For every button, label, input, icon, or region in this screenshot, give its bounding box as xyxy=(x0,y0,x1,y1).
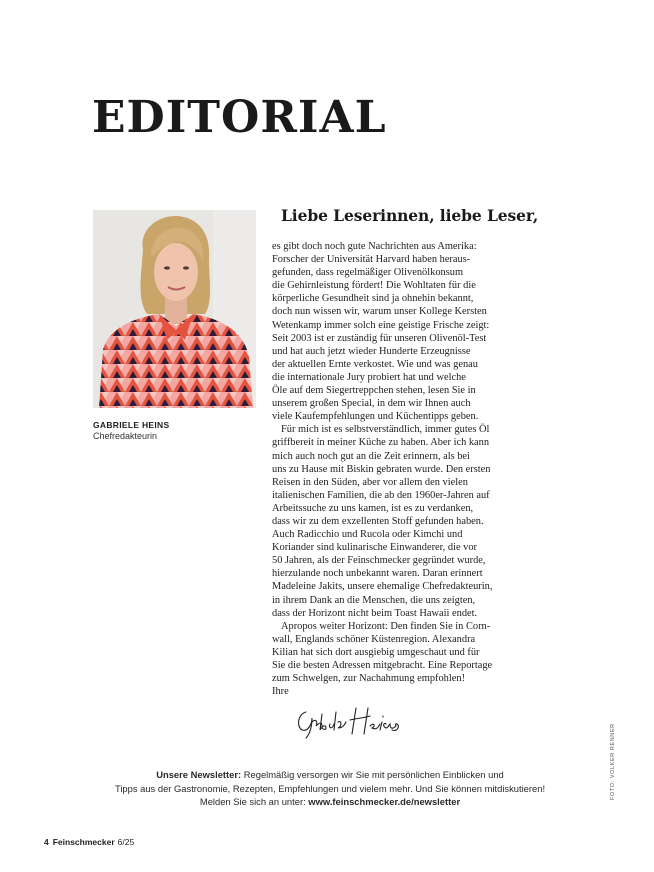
letter-line: in ihrem Dank an die Menschen, die uns zeigten, xyxy=(272,594,476,606)
letter-line: Apropos weiter Horizont: Den finden Sie in Corn- xyxy=(281,620,491,632)
letter-line: unserem großen Special, in dem wir Ihnen auch xyxy=(272,398,471,410)
letter-line: Madeleine Jakits, unsere ehemalige Chefredakteurin, xyxy=(272,581,493,593)
newsletter-line-2: Tipps aus der Gastronomie, Rezepten, Empfehlungen und vielem mehr. Und Sie können mitdiskutieren! xyxy=(114,782,546,794)
author-portrait xyxy=(93,210,256,408)
letter-line: zum Schwelgen, zur Nachahmung empfohlen! xyxy=(272,673,466,685)
issue-number: 6/25 xyxy=(117,837,135,847)
magazine-name: Feinschmecker xyxy=(52,837,115,847)
letter-line: Arbeitssuche zu uns kamen, ist es zu verdanken, xyxy=(272,502,474,514)
letter-line: doch nun wissen wir, warum unser Kollege Kersten xyxy=(272,306,487,318)
letter-line: viele Kaufempfehlungen und Küchentipps geben. xyxy=(272,411,479,423)
letter-line: die internationale Jury probiert hat und welche xyxy=(272,371,466,383)
letter-line: die Gehirnleistung fördert! Die Wohltaten für die xyxy=(272,280,476,292)
newsletter-link[interactable]: www.feinschmecker.de/newsletter xyxy=(308,796,461,808)
newsletter-text-1: Regelmäßig versorgen wir Sie mit persönlichen Einblicken und xyxy=(243,769,504,780)
photo-credit: FOTO: VOLKER RENNER xyxy=(610,723,616,800)
newsletter-line-3 xyxy=(80,795,580,809)
letter-line: Wetenkamp immer solch eine geistige Frische zeigt: xyxy=(272,319,490,331)
letter-line: mich auch noch gut an die Zeit erinnern, als bei xyxy=(272,450,470,462)
letter-line: italienischen Familien, die ab den 1960er-Jahren auf xyxy=(272,489,490,501)
letter-line: körperliche Gesundheit sind ja ohnehin bekannt, xyxy=(272,293,474,305)
page-footer xyxy=(44,837,134,847)
letter-line: Kilian hat sich dort ausgiebig umgeschaut und für xyxy=(272,646,480,658)
letter-line: Koriander sind kulinarische Einwanderer, die vor xyxy=(272,542,478,554)
newsletter-box xyxy=(80,768,580,809)
letter-line: hierzulande noch unbekannt waren. Daran erinnert xyxy=(272,568,483,580)
letter-line: Öle auf dem Siegertreppchen stehen, lesen Sie in xyxy=(272,385,476,397)
page-title: EDITORIAL xyxy=(92,92,387,143)
letter-line: uns zu Hause mit Biskin gebraten wurde. Den ersten xyxy=(272,463,491,475)
letter-line: Reisen in den Süden, aber vor allem den vielen xyxy=(272,476,468,488)
author-name: GABRIELE HEINS xyxy=(93,420,170,430)
letter-line: Auch Radicchio und Rucola oder Kimchi und xyxy=(272,529,463,541)
letter-line: Forscher der Universität Harvard haben heraus- xyxy=(272,254,471,266)
letter-line: wall, Englands schöner Küstenregion. Alexandra xyxy=(272,633,476,645)
letter-line: Ihre xyxy=(272,686,289,698)
newsletter-label: Unsere Newsletter: xyxy=(156,769,242,780)
letter-body xyxy=(272,240,532,698)
letter-greeting: Liebe Leserinnen, liebe Leser, xyxy=(281,206,539,225)
letter-line: dass der Horizont nicht beim Toast Hawaii endet. xyxy=(272,607,478,619)
letter-line: Für mich ist es selbstverständlich, immer gutes Öl xyxy=(281,424,490,436)
letter-line: Seit 2003 ist er zuständig für unseren Olivenöl-Test xyxy=(272,332,487,344)
letter-line: griffbereit in meiner Küche zu haben. Aber ich kann xyxy=(272,437,490,449)
newsletter-line-1 xyxy=(80,768,580,782)
letter-line: es gibt doch noch gute Nachrichten aus Amerika: xyxy=(272,241,477,252)
author-signature xyxy=(292,700,407,742)
letter-line: und hat auch jetzt wieder Hunderte Erzeugnisse xyxy=(272,345,471,357)
author-role: Chefredakteurin xyxy=(93,431,158,441)
letter-line: dass wir zu dem exzellenten Stoff gefunden haben. xyxy=(272,515,484,527)
letter-line: gefunden, dass regelmäßiger Olivenölkonsum xyxy=(272,267,464,279)
letter-line: 50 Jahren, als der Feinschmecker gegründet wurde, xyxy=(272,555,486,567)
newsletter-text-3: Melden Sie sich an unter: xyxy=(199,796,306,808)
page-number: 4 xyxy=(44,837,49,847)
letter-line: der aktuellen Ernte verkostet. Wie und was genau xyxy=(272,358,478,370)
letter-line: Sie die besten Adressen mitgebracht. Eine Reportage xyxy=(272,660,493,671)
